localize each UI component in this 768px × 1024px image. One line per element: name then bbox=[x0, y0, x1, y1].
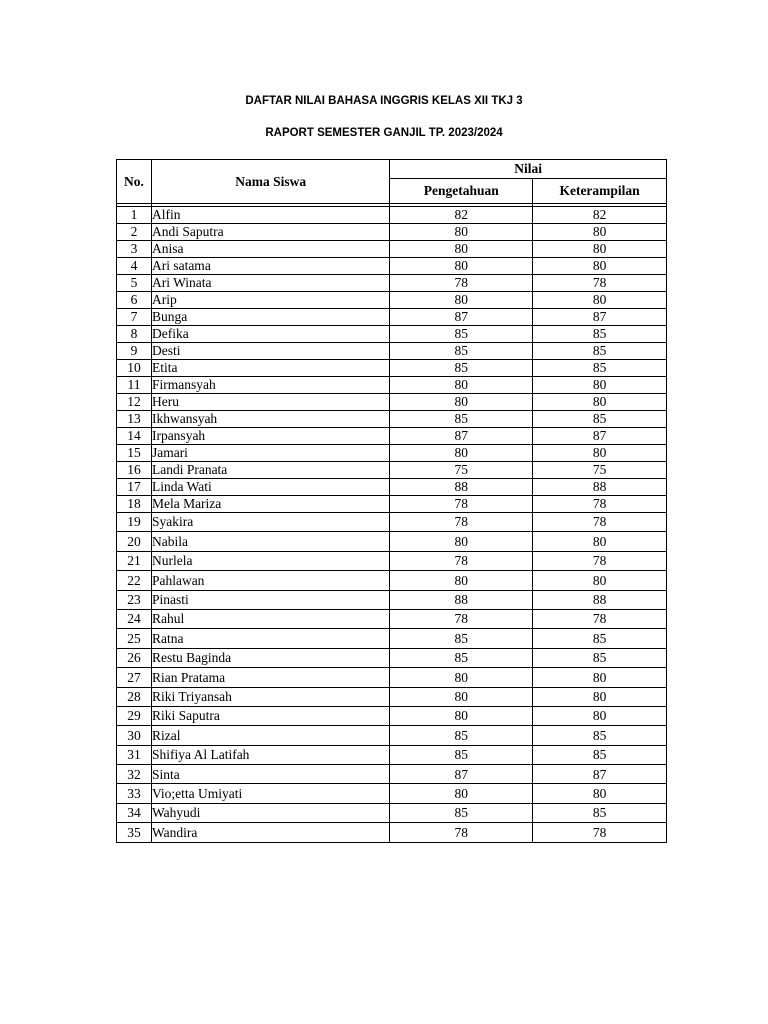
score-keterampilan: 80 bbox=[533, 532, 667, 551]
student-name: Ikhwansyah bbox=[151, 411, 389, 428]
table-row bbox=[117, 629, 667, 648]
student-name: Shifiya Al Latifah bbox=[151, 745, 389, 764]
row-number: 18 bbox=[117, 496, 152, 513]
table-row bbox=[117, 360, 667, 377]
student-name: Ratna bbox=[151, 629, 389, 648]
student-name: Bunga bbox=[151, 309, 389, 326]
score-pengetahuan: 78 bbox=[390, 823, 533, 842]
row-number: 33 bbox=[117, 784, 152, 803]
header-keterampilan: Keterampilan bbox=[533, 179, 667, 204]
row-number: 4 bbox=[117, 258, 152, 275]
grades-table bbox=[116, 159, 667, 843]
row-number: 1 bbox=[117, 207, 152, 224]
row-number: 22 bbox=[117, 571, 152, 590]
score-keterampilan: 87 bbox=[533, 309, 667, 326]
score-pengetahuan: 85 bbox=[390, 648, 533, 667]
score-pengetahuan: 87 bbox=[390, 428, 533, 445]
table-row bbox=[117, 745, 667, 764]
score-keterampilan: 85 bbox=[533, 343, 667, 360]
score-pengetahuan: 80 bbox=[390, 377, 533, 394]
score-pengetahuan: 80 bbox=[390, 668, 533, 687]
score-pengetahuan: 80 bbox=[390, 241, 533, 258]
score-keterampilan: 80 bbox=[533, 706, 667, 725]
row-number: 7 bbox=[117, 309, 152, 326]
score-keterampilan: 80 bbox=[533, 571, 667, 590]
score-keterampilan: 85 bbox=[533, 411, 667, 428]
row-number: 20 bbox=[117, 532, 152, 551]
table-row bbox=[117, 343, 667, 360]
score-keterampilan: 78 bbox=[533, 609, 667, 628]
row-number: 27 bbox=[117, 668, 152, 687]
score-pengetahuan: 80 bbox=[390, 224, 533, 241]
score-keterampilan: 85 bbox=[533, 360, 667, 377]
grades-table-header bbox=[117, 160, 667, 204]
student-name: Syakira bbox=[151, 513, 389, 532]
score-pengetahuan: 82 bbox=[390, 207, 533, 224]
row-number: 11 bbox=[117, 377, 152, 394]
row-number: 28 bbox=[117, 687, 152, 706]
score-pengetahuan: 75 bbox=[390, 462, 533, 479]
score-pengetahuan: 78 bbox=[390, 496, 533, 513]
student-name: Mela Mariza bbox=[151, 496, 389, 513]
table-row bbox=[117, 275, 667, 292]
score-pengetahuan: 80 bbox=[390, 532, 533, 551]
table-row bbox=[117, 258, 667, 275]
row-number: 16 bbox=[117, 462, 152, 479]
row-number: 25 bbox=[117, 629, 152, 648]
grades-table-body bbox=[117, 204, 667, 843]
table-row bbox=[117, 224, 667, 241]
table-row bbox=[117, 513, 667, 532]
score-pengetahuan: 85 bbox=[390, 745, 533, 764]
student-name: Firmansyah bbox=[151, 377, 389, 394]
score-keterampilan: 82 bbox=[533, 207, 667, 224]
row-number: 17 bbox=[117, 479, 152, 496]
score-keterampilan: 80 bbox=[533, 377, 667, 394]
table-row bbox=[117, 394, 667, 411]
score-keterampilan: 87 bbox=[533, 765, 667, 784]
score-pengetahuan: 80 bbox=[390, 706, 533, 725]
score-pengetahuan: 80 bbox=[390, 258, 533, 275]
score-pengetahuan: 80 bbox=[390, 571, 533, 590]
student-name: Restu Baginda bbox=[151, 648, 389, 667]
row-number: 10 bbox=[117, 360, 152, 377]
score-pengetahuan: 85 bbox=[390, 726, 533, 745]
student-name: Andi Saputra bbox=[151, 224, 389, 241]
table-row bbox=[117, 590, 667, 609]
student-name: Riki Triyansah bbox=[151, 687, 389, 706]
student-name: Defika bbox=[151, 326, 389, 343]
row-number: 32 bbox=[117, 765, 152, 784]
table-row bbox=[117, 532, 667, 551]
score-pengetahuan: 88 bbox=[390, 590, 533, 609]
table-row bbox=[117, 309, 667, 326]
table-row bbox=[117, 551, 667, 570]
document-title: DAFTAR NILAI BAHASA INGGRIS KELAS XII TKJ 3 bbox=[245, 95, 523, 107]
table-row bbox=[117, 496, 667, 513]
score-keterampilan: 80 bbox=[533, 687, 667, 706]
score-keterampilan: 85 bbox=[533, 326, 667, 343]
score-keterampilan: 87 bbox=[533, 428, 667, 445]
score-pengetahuan: 85 bbox=[390, 803, 533, 822]
student-name: Wahyudi bbox=[151, 803, 389, 822]
student-name: Ari satama bbox=[151, 258, 389, 275]
table-row bbox=[117, 428, 667, 445]
row-number: 34 bbox=[117, 803, 152, 822]
header-name: Nama Siswa bbox=[151, 160, 389, 204]
table-row bbox=[117, 687, 667, 706]
table-row bbox=[117, 648, 667, 667]
table-row bbox=[117, 462, 667, 479]
score-keterampilan: 80 bbox=[533, 668, 667, 687]
row-number: 6 bbox=[117, 292, 152, 309]
student-name: Jamari bbox=[151, 445, 389, 462]
score-keterampilan: 88 bbox=[533, 590, 667, 609]
score-pengetahuan: 80 bbox=[390, 292, 533, 309]
table-row bbox=[117, 241, 667, 258]
student-name: Alfin bbox=[151, 207, 389, 224]
score-keterampilan: 78 bbox=[533, 823, 667, 842]
table-row bbox=[117, 377, 667, 394]
table-row bbox=[117, 668, 667, 687]
student-name: Pahlawan bbox=[151, 571, 389, 590]
score-pengetahuan: 78 bbox=[390, 551, 533, 570]
table-row bbox=[117, 784, 667, 803]
row-number: 31 bbox=[117, 745, 152, 764]
student-name: Sinta bbox=[151, 765, 389, 784]
score-keterampilan: 85 bbox=[533, 803, 667, 822]
table-row bbox=[117, 292, 667, 309]
table-row bbox=[117, 803, 667, 822]
student-name: Etita bbox=[151, 360, 389, 377]
student-name: Rahul bbox=[151, 609, 389, 628]
score-pengetahuan: 80 bbox=[390, 445, 533, 462]
header-no: No. bbox=[117, 160, 152, 204]
table-row bbox=[117, 726, 667, 745]
score-pengetahuan: 78 bbox=[390, 275, 533, 292]
student-name: Irpansyah bbox=[151, 428, 389, 445]
score-keterampilan: 80 bbox=[533, 784, 667, 803]
table-row bbox=[117, 207, 667, 224]
score-pengetahuan: 85 bbox=[390, 629, 533, 648]
student-name: Rizal bbox=[151, 726, 389, 745]
row-number: 13 bbox=[117, 411, 152, 428]
table-row bbox=[117, 571, 667, 590]
score-keterampilan: 85 bbox=[533, 726, 667, 745]
score-pengetahuan: 85 bbox=[390, 326, 533, 343]
student-name: Arip bbox=[151, 292, 389, 309]
student-name: Heru bbox=[151, 394, 389, 411]
score-keterampilan: 88 bbox=[533, 479, 667, 496]
row-number: 23 bbox=[117, 590, 152, 609]
row-number: 2 bbox=[117, 224, 152, 241]
student-name: Ari Winata bbox=[151, 275, 389, 292]
row-number: 15 bbox=[117, 445, 152, 462]
student-name: Anisa bbox=[151, 241, 389, 258]
header-nilai: Nilai bbox=[390, 160, 667, 179]
row-number: 29 bbox=[117, 706, 152, 725]
score-keterampilan: 78 bbox=[533, 496, 667, 513]
row-number: 30 bbox=[117, 726, 152, 745]
table-row bbox=[117, 706, 667, 725]
score-pengetahuan: 87 bbox=[390, 765, 533, 784]
score-keterampilan: 85 bbox=[533, 745, 667, 764]
table-row bbox=[117, 326, 667, 343]
score-pengetahuan: 80 bbox=[390, 784, 533, 803]
score-keterampilan: 78 bbox=[533, 513, 667, 532]
row-number: 8 bbox=[117, 326, 152, 343]
student-name: Nurlela bbox=[151, 551, 389, 570]
student-name: Rian Pratama bbox=[151, 668, 389, 687]
score-keterampilan: 80 bbox=[533, 258, 667, 275]
row-number: 26 bbox=[117, 648, 152, 667]
row-number: 14 bbox=[117, 428, 152, 445]
table-row bbox=[117, 765, 667, 784]
score-pengetahuan: 87 bbox=[390, 309, 533, 326]
row-number: 12 bbox=[117, 394, 152, 411]
row-number: 5 bbox=[117, 275, 152, 292]
row-number: 19 bbox=[117, 513, 152, 532]
score-pengetahuan: 85 bbox=[390, 411, 533, 428]
score-keterampilan: 78 bbox=[533, 275, 667, 292]
score-pengetahuan: 85 bbox=[390, 360, 533, 377]
score-keterampilan: 78 bbox=[533, 551, 667, 570]
score-keterampilan: 80 bbox=[533, 241, 667, 258]
score-keterampilan: 80 bbox=[533, 224, 667, 241]
student-name: Linda Wati bbox=[151, 479, 389, 496]
score-pengetahuan: 85 bbox=[390, 343, 533, 360]
header-pengetahuan: Pengetahuan bbox=[390, 179, 533, 204]
score-keterampilan: 80 bbox=[533, 292, 667, 309]
row-number: 3 bbox=[117, 241, 152, 258]
student-name: Wandira bbox=[151, 823, 389, 842]
student-name: Nabila bbox=[151, 532, 389, 551]
score-pengetahuan: 78 bbox=[390, 513, 533, 532]
table-row bbox=[117, 479, 667, 496]
student-name: Landi Pranata bbox=[151, 462, 389, 479]
row-number: 21 bbox=[117, 551, 152, 570]
table-row bbox=[117, 609, 667, 628]
document-subtitle: RAPORT SEMESTER GANJIL TP. 2023/2024 bbox=[265, 127, 503, 139]
score-keterampilan: 80 bbox=[533, 445, 667, 462]
score-keterampilan: 80 bbox=[533, 394, 667, 411]
student-name: Riki Saputra bbox=[151, 706, 389, 725]
row-number: 24 bbox=[117, 609, 152, 628]
table-row bbox=[117, 411, 667, 428]
student-name: Pinasti bbox=[151, 590, 389, 609]
row-number: 9 bbox=[117, 343, 152, 360]
score-pengetahuan: 78 bbox=[390, 609, 533, 628]
row-number: 35 bbox=[117, 823, 152, 842]
table-row bbox=[117, 445, 667, 462]
score-pengetahuan: 80 bbox=[390, 394, 533, 411]
score-pengetahuan: 88 bbox=[390, 479, 533, 496]
score-keterampilan: 75 bbox=[533, 462, 667, 479]
score-keterampilan: 85 bbox=[533, 629, 667, 648]
score-pengetahuan: 80 bbox=[390, 687, 533, 706]
student-name: Vio;etta Umiyati bbox=[151, 784, 389, 803]
score-keterampilan: 85 bbox=[533, 648, 667, 667]
student-name: Desti bbox=[151, 343, 389, 360]
table-row bbox=[117, 823, 667, 842]
